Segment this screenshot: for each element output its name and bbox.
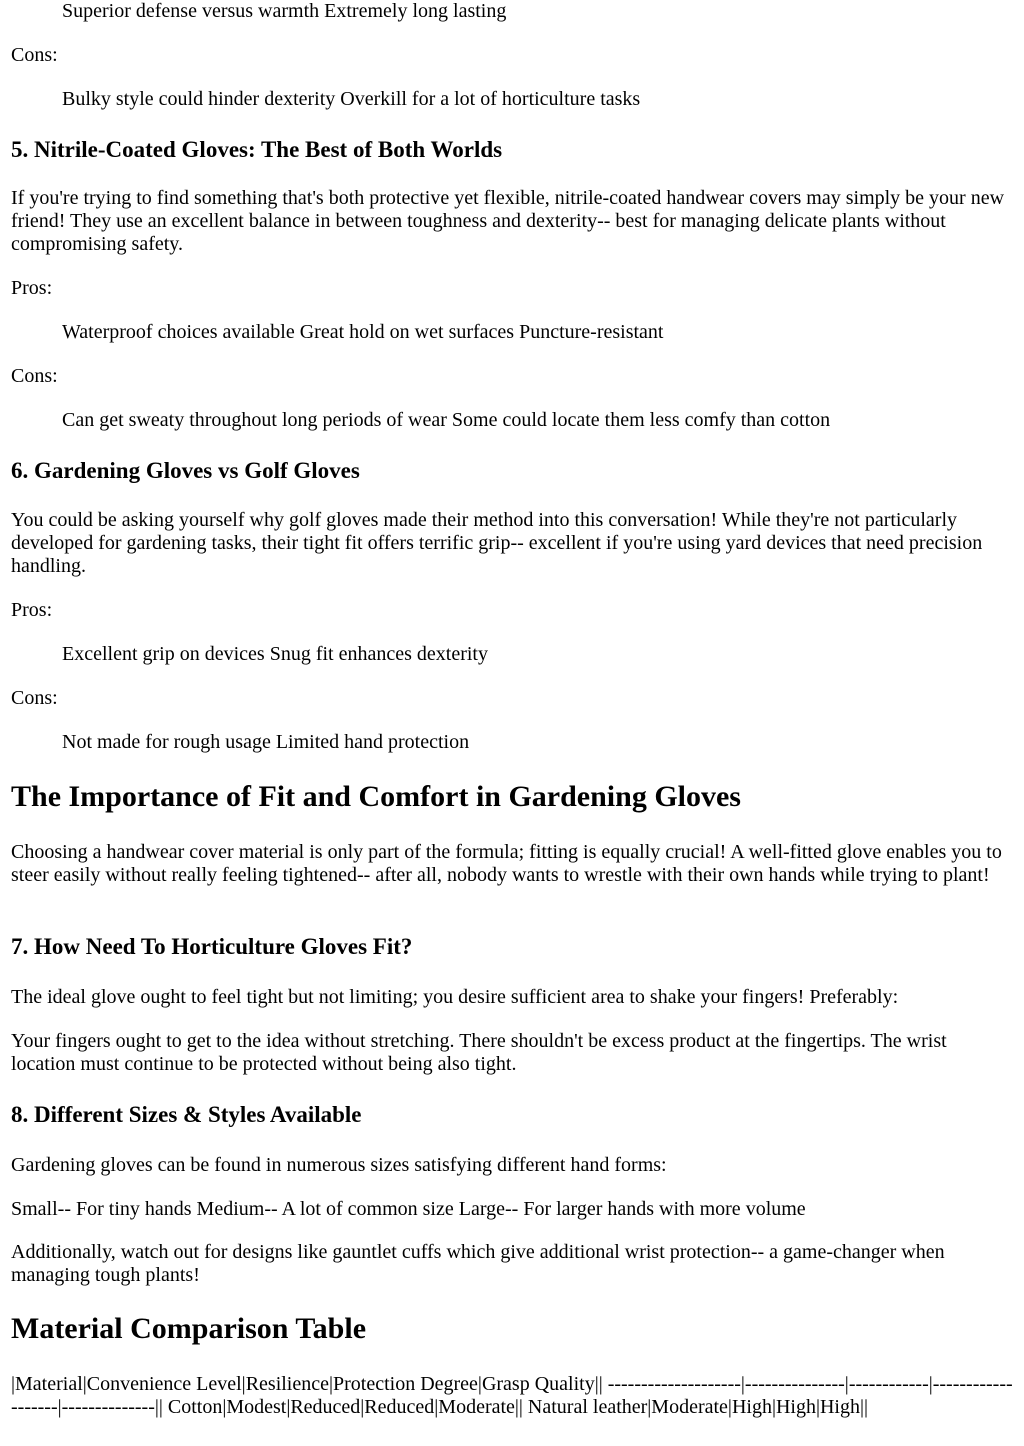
- section7-body-2: Your fingers ought to get to the idea without stretching. There shouldn't be excess product at the fingertips. The wrist location must continue to be protected without being also tight.: [11, 1030, 947, 1075]
- comparison-heading: Material Comparison Table: [11, 1312, 367, 1345]
- fit-section-body: Choosing a handwear cover material is only part of the formula; fitting is equally crucial! A well-fitted glove enables you to steer easily without really feeling tightened-- after all, nobody wants to wrestle with their own hands while trying to plant!: [11, 841, 1002, 886]
- section5-body: If you're trying to find something that's both protective yet flexible, nitrile-coated handwear covers may simply be your new friend! They use an excellent balance in between toughness and dexterity-- best for managing delicate plants without compromising safety.: [11, 187, 1005, 255]
- section6-pros-label: Pros:: [11, 599, 53, 621]
- section8-body-2: Small-- For tiny hands Medium-- A lot of common size Large-- For larger hands with more volume: [11, 1198, 806, 1220]
- section6-body: You could be asking yourself why golf gloves made their method into this conversation! While they're not particularly developed for gardening tasks, their tight fit offers terrific grip-- excellent if you're using yard devices that need precision handling.: [11, 509, 983, 577]
- section6-cons-label: Cons:: [11, 687, 58, 709]
- section8-body-1: Gardening gloves can be found in numerous sizes satisfying different hand forms:: [11, 1154, 667, 1176]
- section4-pros-items: Superior defense versus warmth Extremely long lasting: [62, 0, 507, 22]
- fit-section-heading: The Importance of Fit and Comfort in Gardening Gloves: [11, 780, 741, 813]
- section8-body-3: Additionally, watch out for designs like gauntlet cuffs which give additional wrist protection-- a game-changer when managing tough plants!: [11, 1241, 945, 1286]
- section5-cons-label: Cons:: [11, 365, 58, 387]
- section4-cons-label: Cons:: [11, 44, 58, 66]
- section5-pros-items: Waterproof choices available Great hold on wet surfaces Puncture-resistant: [62, 321, 664, 343]
- section8-heading: 8. Different Sizes & Styles Available: [11, 1102, 362, 1127]
- section5-pros-label: Pros:: [11, 277, 53, 299]
- comparison-raw-table: |Material|Convenience Level|Resilience|Protection Degree|Grasp Quality|| --------------------|---------------|------------|-------------------|--------------|| Cotton|Modest|Reduced|Reduced|Moderate|| Natural leather|Moderate|High|High|High||: [11, 1373, 1013, 1418]
- section7-heading: 7. How Need To Horticulture Gloves Fit?: [11, 934, 413, 959]
- section6-heading: 6. Gardening Gloves vs Golf Gloves: [11, 458, 360, 483]
- section6-cons-items: Not made for rough usage Limited hand protection: [62, 731, 470, 753]
- section7-body-1: The ideal glove ought to feel tight but not limiting; you desire sufficient area to shake your fingers! Preferably:: [11, 986, 899, 1008]
- section6-pros-items: Excellent grip on devices Snug fit enhances dexterity: [62, 643, 488, 665]
- section4-cons-items: Bulky style could hinder dexterity Overkill for a lot of horticulture tasks: [62, 88, 641, 110]
- section5-cons-items: Can get sweaty throughout long periods of wear Some could locate them less comfy than cotton: [62, 409, 831, 431]
- section5-heading: 5. Nitrile-Coated Gloves: The Best of Both Worlds: [11, 137, 503, 162]
